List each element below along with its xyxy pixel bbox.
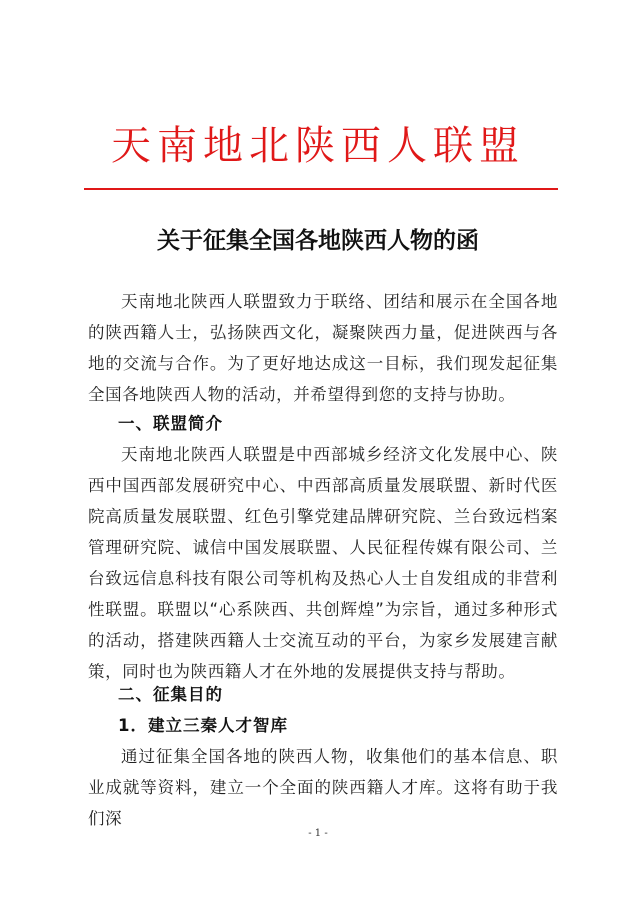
red-divider-line: [84, 188, 558, 190]
section-heading-alliance-intro: 一、联盟简介: [118, 414, 223, 433]
organization-header: 天南地北陕西人联盟: [111, 123, 525, 169]
alliance-intro-paragraph: 天南地北陕西人联盟是中西部城乡经济文化发展中心、陕西中国西部发展研究中心、中西部高质量发展联盟、新时代医院高质量发展联盟、红色引擎党建品牌研究院、兰台致远档案管理研究院、诚信中国发展联盟、人民征程传媒有限公司、兰台致远信息科技有限公司等机构及热心人士自发组成的非营利性联盟。联盟以“心系陕西、共创辉煌”为宗旨，通过多种形式的活动，搭建陕西籍人士交流互动的平台，为家乡发展建言献策，同时也为陕西籍人才在外地的发展提供支持与帮助。: [88, 445, 558, 681]
document-title: 关于征集全国各地陕西人物的函: [157, 227, 479, 254]
page-number: - 1 -: [308, 828, 328, 839]
talent-pool-paragraph: 通过征集全国各地的陕西人物，收集他们的基本信息、职业成就等资料，建立一个全面的陕西籍人才库。这将有助于我们深: [88, 747, 558, 828]
subsection-heading-talent-pool: 1．建立三秦人才智库: [118, 716, 288, 735]
intro-paragraph: 天南地北陕西人联盟致力于联络、团结和展示在全国各地的陕西籍人士，弘扬陕西文化，凝聚陕西力量，促进陕西与各地的交流与合作。为了更好地达成这一目标，我们现发起征集全国各地陕西人物的活动，并希望得到您的支持与协助。: [88, 292, 558, 404]
section-heading-purpose: 二、征集目的: [118, 685, 223, 704]
